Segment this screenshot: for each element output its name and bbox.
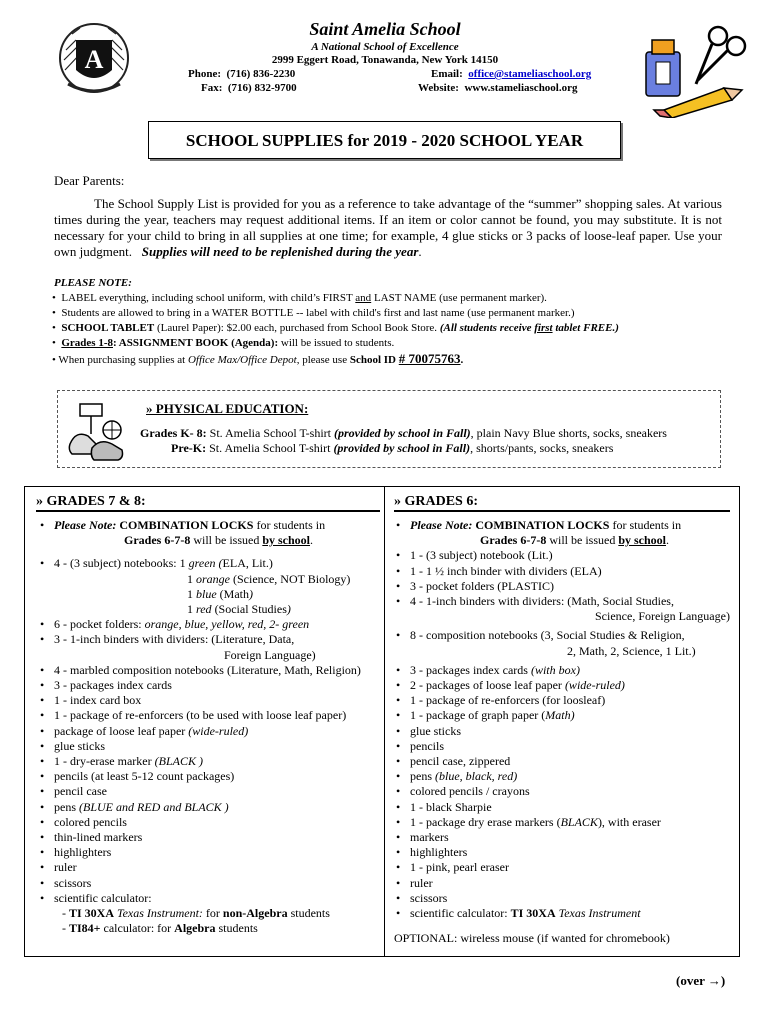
list-item: • 1 - package of re-enforcers (to be used with loose leaf paper) [40, 708, 361, 723]
note3-d: tablet FREE.) [552, 322, 619, 334]
note5-a: When purchasing supplies at [58, 354, 188, 366]
list-item: • colored pencils / crayons [396, 784, 730, 799]
list-item: • ruler [396, 876, 730, 891]
item-text: ) [570, 708, 575, 723]
grades6-heading: » GRADES 6: [394, 494, 479, 509]
item-note: (wide-ruled) [188, 723, 249, 738]
item-text: 2 - packages of loose leaf paper [410, 678, 565, 693]
list-item: • 4 - 1-inch binders with dividers: (Math, Social Studies, [396, 594, 730, 609]
item-note: (BLACK ) [154, 754, 203, 769]
spacer [40, 548, 361, 556]
list-item [40, 724, 361, 739]
list-item: • 1 - 1 ½ inch binder with dividers (ELA) [396, 564, 730, 579]
grades78-list [40, 518, 361, 936]
item-text: (Science, NOT Biology) [230, 571, 351, 586]
fax-label: Fax: [201, 82, 223, 94]
note-text: will be issued [190, 533, 263, 548]
school-id-number: # 70075763 [398, 351, 461, 366]
pe-title [146, 401, 308, 416]
list-item: • highlighters [396, 845, 730, 860]
calc-model: TI84+ [69, 921, 101, 936]
item-text: Foreign Language) [224, 647, 316, 662]
item-text: (Math [216, 586, 249, 601]
list-item: • 1 - pink, pearl eraser [396, 860, 730, 875]
list-item: • pencil case, zippered [396, 754, 730, 769]
item-text: 6 - pocket folders: [54, 617, 145, 632]
please-note-title: PLEASE NOTE: [54, 277, 132, 289]
note-label: Please Note: [410, 518, 473, 532]
pe-k8-b: , plain Navy Blue shorts, socks, sneakers [470, 426, 667, 440]
note1-and: and [355, 292, 372, 304]
pe-k8-a: St. Amelia School T-shirt [206, 426, 334, 440]
list-item: 2, Math, 2, Science, 1 Lit.) [567, 643, 696, 658]
list-item [396, 906, 730, 921]
list-item [40, 533, 361, 548]
item-color: orange [196, 571, 230, 586]
note-school-tablet: • SCHOOL TABLET (Laurel Paper): $2.00 each, purchased from School Book Store. (All students receive first tablet FREE.) [52, 322, 619, 334]
item-colors: orange, blue, yellow, red, 2- green [144, 617, 310, 632]
list-item: • markers [396, 830, 730, 845]
note3-a: SCHOOL TABLET [61, 322, 155, 334]
note-text: for students in [253, 518, 326, 532]
optional-note: OPTIONAL: wireless mouse (if wanted for chromebook) [394, 931, 670, 945]
list-item: • 1 - package of re-enforcers (for loosleaf) [396, 693, 730, 708]
note-label: Please Note: [54, 518, 117, 532]
pe-prek-provided: (provided by school in Fall) [333, 441, 471, 455]
item-text: students [215, 921, 258, 936]
item-color: green ( [188, 556, 223, 571]
page-title: SCHOOL SUPPLIES for 2019 - 2020 SCHOOL YEAR [148, 121, 621, 159]
note1-b: LAST NAME (use permanent marker). [371, 292, 547, 304]
crest-letter: A [84, 45, 104, 74]
note-end: . [310, 533, 314, 548]
pe-prek [171, 441, 613, 455]
pe-k8-provided: (provided by school in Fall) [334, 426, 471, 440]
list-item [40, 587, 361, 602]
combination-locks: COMBINATION LOCKS [116, 518, 254, 532]
note5-end: . [460, 354, 464, 366]
item-text: 1 [187, 571, 196, 586]
item-text: Texas Instrument [555, 906, 641, 921]
list-item: • thin-lined markers [40, 830, 361, 845]
salutation: Dear Parents: [54, 173, 125, 188]
item-text: package of loose leaf paper [54, 723, 189, 738]
list-item: • scissors [396, 891, 730, 906]
list-item [40, 632, 361, 647]
list-item: • colored pencils [40, 815, 361, 830]
list-item [40, 648, 361, 663]
item-text: (Social Studies [211, 602, 287, 617]
school-supplies-clipart [640, 18, 750, 118]
sneakers-basketball-clipart [68, 400, 128, 462]
list-item [40, 921, 361, 936]
list-item [40, 617, 361, 632]
list-item: • glue sticks [40, 739, 361, 754]
item-text: 1 [187, 586, 196, 601]
letter-body-text: The School Supply List is provided for you as a reference to take advantage of the “summer” shopping sales. At various times during the year, teachers may request additional items. If an item or color cannot be found, you may substitute. It is not necessary for your child to bring in all supplies at one time; for example, 4 glue sticks or 3 packs of loose-leaf paper. Use your own judgment. [54, 196, 722, 259]
note-school-id: • When purchasing supplies at Office Max/Office Depot, please use School ID # 70075763. [52, 351, 464, 366]
item-color: red [196, 602, 212, 617]
school-name: Saint Amelia School [309, 19, 461, 39]
note-assignment-book: • Grades 1-8: ASSIGNMENT BOOK (Agenda): will be issued to students. [52, 337, 395, 349]
note5-id-label: School ID [349, 354, 399, 366]
item-text: students [287, 906, 330, 921]
item-text: Texas Instrument: [114, 906, 203, 921]
pe-k8-label: Grades K- 8: [140, 426, 207, 440]
item-text: pens [54, 799, 79, 814]
calc-audience: non-Algebra [222, 906, 288, 921]
list-item: • pencils [396, 739, 730, 754]
email-link[interactable]: office@stameliaschool.org [468, 68, 592, 80]
list-item: • highlighters [40, 845, 361, 860]
calc-model: TI 30XA [510, 906, 556, 921]
pe-prek-a: St. Amelia School T-shirt [206, 441, 334, 455]
list-item [396, 815, 730, 830]
item-note: (with box) [530, 662, 580, 677]
note-water-bottle: • Students are allowed to bring in a WATER BOTTLE -- label with child's first and last name (use permanent marker.) [52, 307, 575, 319]
item-text: - [62, 906, 69, 921]
list-item [40, 518, 361, 533]
note-grades: Grades 6-7-8 [124, 533, 191, 548]
item-text: ELA, Lit.) [222, 556, 273, 571]
pe-grades-k8 [140, 426, 667, 440]
list-item [40, 800, 361, 815]
item-color: blue [196, 586, 217, 601]
item-color: BLACK [560, 814, 598, 829]
note5-b: , please use [296, 354, 350, 366]
letter-body [54, 196, 722, 260]
note1-a: LABEL everything, including school uniform, with child’s FIRST [61, 292, 356, 304]
note-text: for students in [609, 518, 682, 532]
grades78-rule [36, 510, 380, 512]
website-line [418, 81, 578, 95]
letter-period: . [418, 244, 422, 259]
item-colors: (blue, black, red) [435, 769, 518, 784]
combination-locks: COMBINATION LOCKS [472, 518, 610, 532]
item-text: calculator: for [100, 921, 175, 936]
item-text: 4 - (3 subject) notebooks: 1 [54, 556, 189, 571]
note-label-everything: • LABEL everything, including school uniform, with child’s FIRST and LAST NAME (use permanent marker). [52, 292, 547, 304]
list-item: • ruler [40, 860, 361, 875]
list-item [40, 572, 361, 587]
item-note: Math [545, 708, 571, 723]
note3-first: first [534, 322, 553, 334]
list-item [396, 678, 730, 693]
list-item: • 3 - pocket folders (PLASTIC) [396, 579, 730, 594]
pe-prek-label: Pre-K: [171, 441, 207, 455]
list-item [40, 906, 361, 921]
item-text: - [62, 921, 69, 936]
item-text: 3 - 1-inch binders with dividers: (Literature, Data, [54, 632, 295, 647]
letter-emphasis: Supplies will need to be replenished during the year [141, 244, 419, 259]
fax-number: (716) 832-9700 [227, 82, 297, 94]
item-text: for [202, 906, 223, 921]
note-by-school: by school [618, 533, 667, 548]
note5-store: Office Max/Office Depot [187, 354, 297, 366]
website-label: Website: [418, 82, 459, 94]
item-text: ) [286, 602, 291, 617]
list-item: • 1 - index card box [40, 693, 361, 708]
item-text: ) [249, 586, 253, 601]
list-item: • 3 - packages index cards [40, 678, 361, 693]
grades6-rule [394, 510, 730, 512]
column-divider [384, 486, 385, 957]
note-text: will be issued [546, 533, 619, 548]
website-text: www.stameliaschool.org [464, 82, 578, 94]
list-item [396, 518, 730, 533]
item-text: 1 - dry-erase marker [54, 754, 155, 769]
note3-c: (All students receive [439, 322, 535, 334]
email-label: Email: [431, 68, 463, 80]
list-item: • 1 - black Sharpie [396, 800, 730, 815]
note-end: . [666, 533, 670, 548]
item-text: scientific calculator: [410, 906, 511, 921]
calc-audience: Algebra [174, 921, 216, 936]
note-grades: Grades 6-7-8 [480, 533, 547, 548]
list-item [40, 556, 361, 571]
item-colors: (BLUE and RED and BLACK ) [79, 799, 229, 814]
list-item: • pencils (at least 5-12 count packages) [40, 769, 361, 784]
pe-prek-b: , shorts/pants, socks, sneakers [470, 441, 614, 455]
fax-line [201, 81, 297, 95]
note-by-school: by school [262, 533, 311, 548]
list-item: • scientific calculator: [40, 891, 361, 906]
list-item: • 4 - marbled composition notebooks (Literature, Math, Religion) [40, 663, 361, 678]
phone-label: Phone: [188, 68, 221, 80]
list-item [396, 663, 730, 678]
note4-b: : ASSIGNMENT BOOK (Agenda): [113, 337, 279, 349]
list-item [40, 602, 361, 617]
note4-c: will be issued to students. [278, 337, 395, 349]
pe-title-text: » PHYSICAL EDUCATION: [146, 401, 309, 416]
over-indicator: (over →) [676, 973, 726, 988]
list-item [396, 708, 730, 723]
item-text: 1 - package dry erase markers ( [410, 814, 561, 829]
note4-a: Grades 1-8 [61, 337, 113, 349]
list-item [396, 769, 730, 784]
email-line [431, 67, 591, 81]
list-item: • 1 - (3 subject) notebook (Lit.) [396, 548, 730, 563]
list-item: • scissors [40, 876, 361, 891]
list-item: • glue sticks [396, 724, 730, 739]
school-tagline: A National School of Excellence [311, 41, 459, 53]
list-item: • 8 - composition notebooks (3, Social Studies & Religion, [396, 628, 730, 643]
list-item: Science, Foreign Language) [595, 609, 730, 624]
phone-line [188, 67, 295, 81]
item-text: 1 [187, 602, 196, 617]
phone-number: (716) 836-2230 [226, 68, 296, 80]
list-item: • pencil case [40, 784, 361, 799]
note2: Students are allowed to bring in a WATER BOTTLE -- label with child's first and last name (use permanent marker.) [61, 307, 575, 319]
item-text: 3 - packages index cards [410, 662, 531, 677]
grades78-heading: » GRADES 7 & 8: [36, 494, 146, 509]
item-text: pens [410, 769, 435, 784]
list-item [40, 754, 361, 769]
calc-model: TI 30XA [69, 906, 115, 921]
list-item [396, 533, 730, 548]
item-text: 1 - package of graph paper ( [410, 708, 546, 723]
item-note: (wide-ruled) [564, 678, 625, 693]
note3-b: (Laurel Paper): $2.00 each, purchased from School Book Store. [154, 322, 440, 334]
school-address: 2999 Eggert Road, Tonawanda, New York 14150 [271, 54, 499, 66]
grades6-list [396, 518, 730, 921]
item-text: ), with eraser [597, 814, 661, 829]
